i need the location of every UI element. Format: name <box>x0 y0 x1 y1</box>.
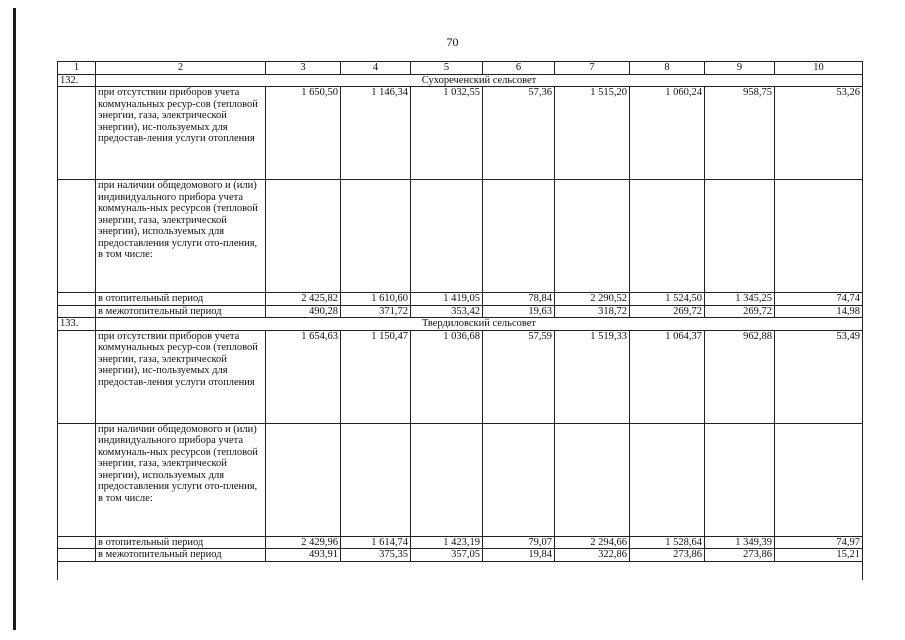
section-header-row <box>58 74 863 87</box>
section-header-row <box>58 318 863 331</box>
spacer-cell <box>775 561 863 580</box>
value-cell <box>705 180 775 293</box>
page-edge-bar <box>13 8 16 630</box>
value-cell: 53,26 <box>775 87 863 180</box>
value-cell <box>483 180 555 293</box>
value-cell: 14,98 <box>775 305 863 318</box>
value-cell: 1 146,34 <box>341 87 411 180</box>
table-bottom-spacer <box>58 561 863 580</box>
value-cell: 74,97 <box>775 536 863 549</box>
value-cell: 74,74 <box>775 293 863 306</box>
value-cell: 1 345,25 <box>705 293 775 306</box>
column-header: 4 <box>341 62 411 75</box>
column-header: 5 <box>411 62 483 75</box>
column-header: 6 <box>483 62 555 75</box>
row-number-cell <box>58 423 96 536</box>
section-number: 133. <box>58 318 96 331</box>
table-row <box>58 423 863 536</box>
row-description: в межотопительный период <box>96 549 266 562</box>
spacer-cell <box>58 561 96 580</box>
column-header-row <box>58 62 863 75</box>
value-cell: 1 650,50 <box>266 87 341 180</box>
value-cell <box>483 423 555 536</box>
value-cell <box>555 423 630 536</box>
value-cell: 490,28 <box>266 305 341 318</box>
value-cell <box>266 423 341 536</box>
value-cell: 1 150,47 <box>341 330 411 423</box>
column-header: 1 <box>58 62 96 75</box>
value-cell: 1 419,05 <box>411 293 483 306</box>
value-cell: 357,05 <box>411 549 483 562</box>
value-cell: 1 036,68 <box>411 330 483 423</box>
value-cell: 57,36 <box>483 87 555 180</box>
table-row <box>58 305 863 318</box>
column-header: 2 <box>96 62 266 75</box>
value-cell <box>630 180 705 293</box>
row-number-cell <box>58 330 96 423</box>
value-cell: 1 032,55 <box>411 87 483 180</box>
value-cell: 958,75 <box>705 87 775 180</box>
row-number-cell <box>58 87 96 180</box>
value-cell: 269,72 <box>705 305 775 318</box>
table-row <box>58 293 863 306</box>
spacer-cell <box>630 561 705 580</box>
spacer-cell <box>96 561 266 580</box>
spacer-cell <box>483 561 555 580</box>
value-cell: 19,63 <box>483 305 555 318</box>
value-cell <box>411 423 483 536</box>
value-cell: 371,72 <box>341 305 411 318</box>
section-title: Сухореченский сельсовет <box>96 74 863 87</box>
value-cell: 1 610,60 <box>341 293 411 306</box>
row-description: в межотопительный период <box>96 305 266 318</box>
row-description: при отсутствии приборов учета коммунальных ресур-сов (тепловой энергии, газа, электрической энергии), ис-пользуемых для предостав-ления услуги отопления <box>96 330 266 423</box>
table-row <box>58 87 863 180</box>
column-header: 7 <box>555 62 630 75</box>
row-description: при наличии общедомового и (или) индивидуального прибора учета коммуналь-ных ресурсов (тепловой энергии, газа, электрической энергии), используемых для предоставления услуги ото-пления, в том числе: <box>96 423 266 536</box>
value-cell: 79,07 <box>483 536 555 549</box>
value-cell: 318,72 <box>555 305 630 318</box>
row-number-cell <box>58 305 96 318</box>
value-cell <box>341 423 411 536</box>
value-cell: 273,86 <box>705 549 775 562</box>
value-cell: 2 294,66 <box>555 536 630 549</box>
value-cell <box>775 423 863 536</box>
row-description: при отсутствии приборов учета коммунальных ресур-сов (тепловой энергии, газа, электрической энергии), ис-пользуемых для предостав-ления услуги отопления <box>96 87 266 180</box>
value-cell: 2 290,52 <box>555 293 630 306</box>
column-header: 8 <box>630 62 705 75</box>
value-cell: 53,49 <box>775 330 863 423</box>
value-cell: 57,59 <box>483 330 555 423</box>
value-cell <box>775 180 863 293</box>
tariff-table <box>57 61 863 580</box>
value-cell <box>705 423 775 536</box>
row-description: в отопительный период <box>96 293 266 306</box>
value-cell: 1 064,37 <box>630 330 705 423</box>
value-cell: 1 515,20 <box>555 87 630 180</box>
value-cell: 962,88 <box>705 330 775 423</box>
value-cell <box>266 180 341 293</box>
row-number-cell <box>58 293 96 306</box>
spacer-cell <box>266 561 341 580</box>
value-cell: 353,42 <box>411 305 483 318</box>
value-cell: 2 429,96 <box>266 536 341 549</box>
column-header: 9 <box>705 62 775 75</box>
value-cell: 78,84 <box>483 293 555 306</box>
value-cell <box>630 423 705 536</box>
row-number-cell <box>58 180 96 293</box>
value-cell <box>411 180 483 293</box>
spacer-cell <box>411 561 483 580</box>
value-cell: 322,86 <box>555 549 630 562</box>
value-cell: 1 519,33 <box>555 330 630 423</box>
value-cell: 1 614,74 <box>341 536 411 549</box>
row-description: в отопительный период <box>96 536 266 549</box>
page-number: 70 <box>446 35 459 49</box>
column-header: 3 <box>266 62 341 75</box>
section-title: Твердиловский сельсовет <box>96 318 863 331</box>
value-cell: 493,91 <box>266 549 341 562</box>
table-row <box>58 549 863 562</box>
value-cell: 1 423,19 <box>411 536 483 549</box>
section-number: 132. <box>58 74 96 87</box>
value-cell: 15,21 <box>775 549 863 562</box>
value-cell: 19,84 <box>483 549 555 562</box>
row-number-cell <box>58 536 96 549</box>
value-cell <box>555 180 630 293</box>
table-row <box>58 180 863 293</box>
column-header: 10 <box>775 62 863 75</box>
value-cell: 1 349,39 <box>705 536 775 549</box>
table-row <box>58 330 863 423</box>
table-row <box>58 536 863 549</box>
value-cell: 1 528,64 <box>630 536 705 549</box>
spacer-cell <box>555 561 630 580</box>
value-cell: 269,72 <box>630 305 705 318</box>
value-cell: 375,35 <box>341 549 411 562</box>
value-cell: 1 060,24 <box>630 87 705 180</box>
spacer-cell <box>341 561 411 580</box>
value-cell: 1 654,63 <box>266 330 341 423</box>
value-cell: 2 425,82 <box>266 293 341 306</box>
value-cell: 273,86 <box>630 549 705 562</box>
value-cell: 1 524,50 <box>630 293 705 306</box>
spacer-cell <box>705 561 775 580</box>
row-description: при наличии общедомового и (или) индивидуального прибора учета коммуналь-ных ресурсов (тепловой энергии, газа, электрической энергии), используемых для предоставления услуги ото-пления, в том числе: <box>96 180 266 293</box>
value-cell <box>341 180 411 293</box>
row-number-cell <box>58 549 96 562</box>
